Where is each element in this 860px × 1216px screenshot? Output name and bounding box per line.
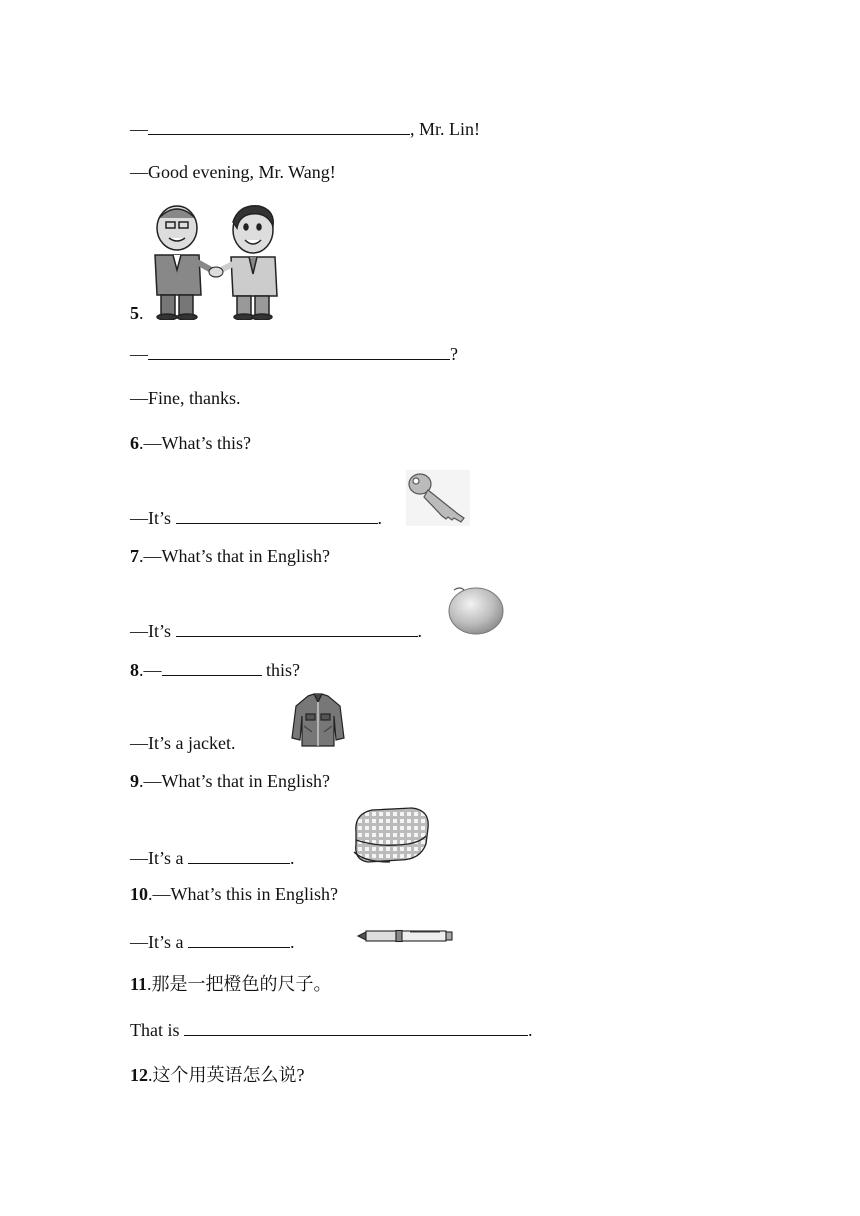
q7-question: 7.—What’s that in English? [130, 546, 330, 566]
q11-answer: That is . [130, 1020, 533, 1040]
q5-number: 5. [130, 303, 144, 323]
q10-answer: —It’s a . [130, 932, 295, 952]
q5-blank[interactable] [148, 342, 450, 360]
q9-blank[interactable] [188, 846, 290, 864]
key-image [406, 470, 470, 526]
orange-image [446, 584, 506, 636]
q4-line2: —Good evening, Mr. Wang! [130, 162, 336, 182]
q8-question: 8.— this? [130, 660, 300, 680]
q9-question: 9.—What’s that in English? [130, 771, 330, 791]
pen-image [356, 928, 454, 944]
q8-answer: —It’s a jacket. [130, 733, 236, 753]
q4-line1: — , Mr. Lin! [130, 119, 480, 139]
q6-question: 6.—What’s this? [130, 433, 251, 453]
q11-blank[interactable] [184, 1018, 528, 1036]
q10-question: 10.—What’s this in English? [130, 884, 338, 904]
q9-answer: —It’s a . [130, 848, 295, 868]
q7-blank[interactable] [176, 619, 418, 637]
q6-answer: —It’s . [130, 508, 383, 528]
q12-question: 12.这个用英语怎么说? [130, 1065, 305, 1085]
q7-answer: —It’s . [130, 621, 423, 641]
q5-line2: —Fine, thanks. [130, 388, 241, 408]
pencil-case-image [350, 804, 432, 866]
q5-line1: — ? [130, 344, 458, 364]
handshake-image [147, 200, 285, 320]
q6-blank[interactable] [176, 506, 378, 524]
q11-question: 11.那是一把橙色的尺子。 [130, 974, 332, 994]
jacket-image [290, 692, 346, 748]
q8-blank[interactable] [162, 658, 262, 676]
q4-blank[interactable] [148, 117, 410, 135]
q10-blank[interactable] [188, 930, 290, 948]
